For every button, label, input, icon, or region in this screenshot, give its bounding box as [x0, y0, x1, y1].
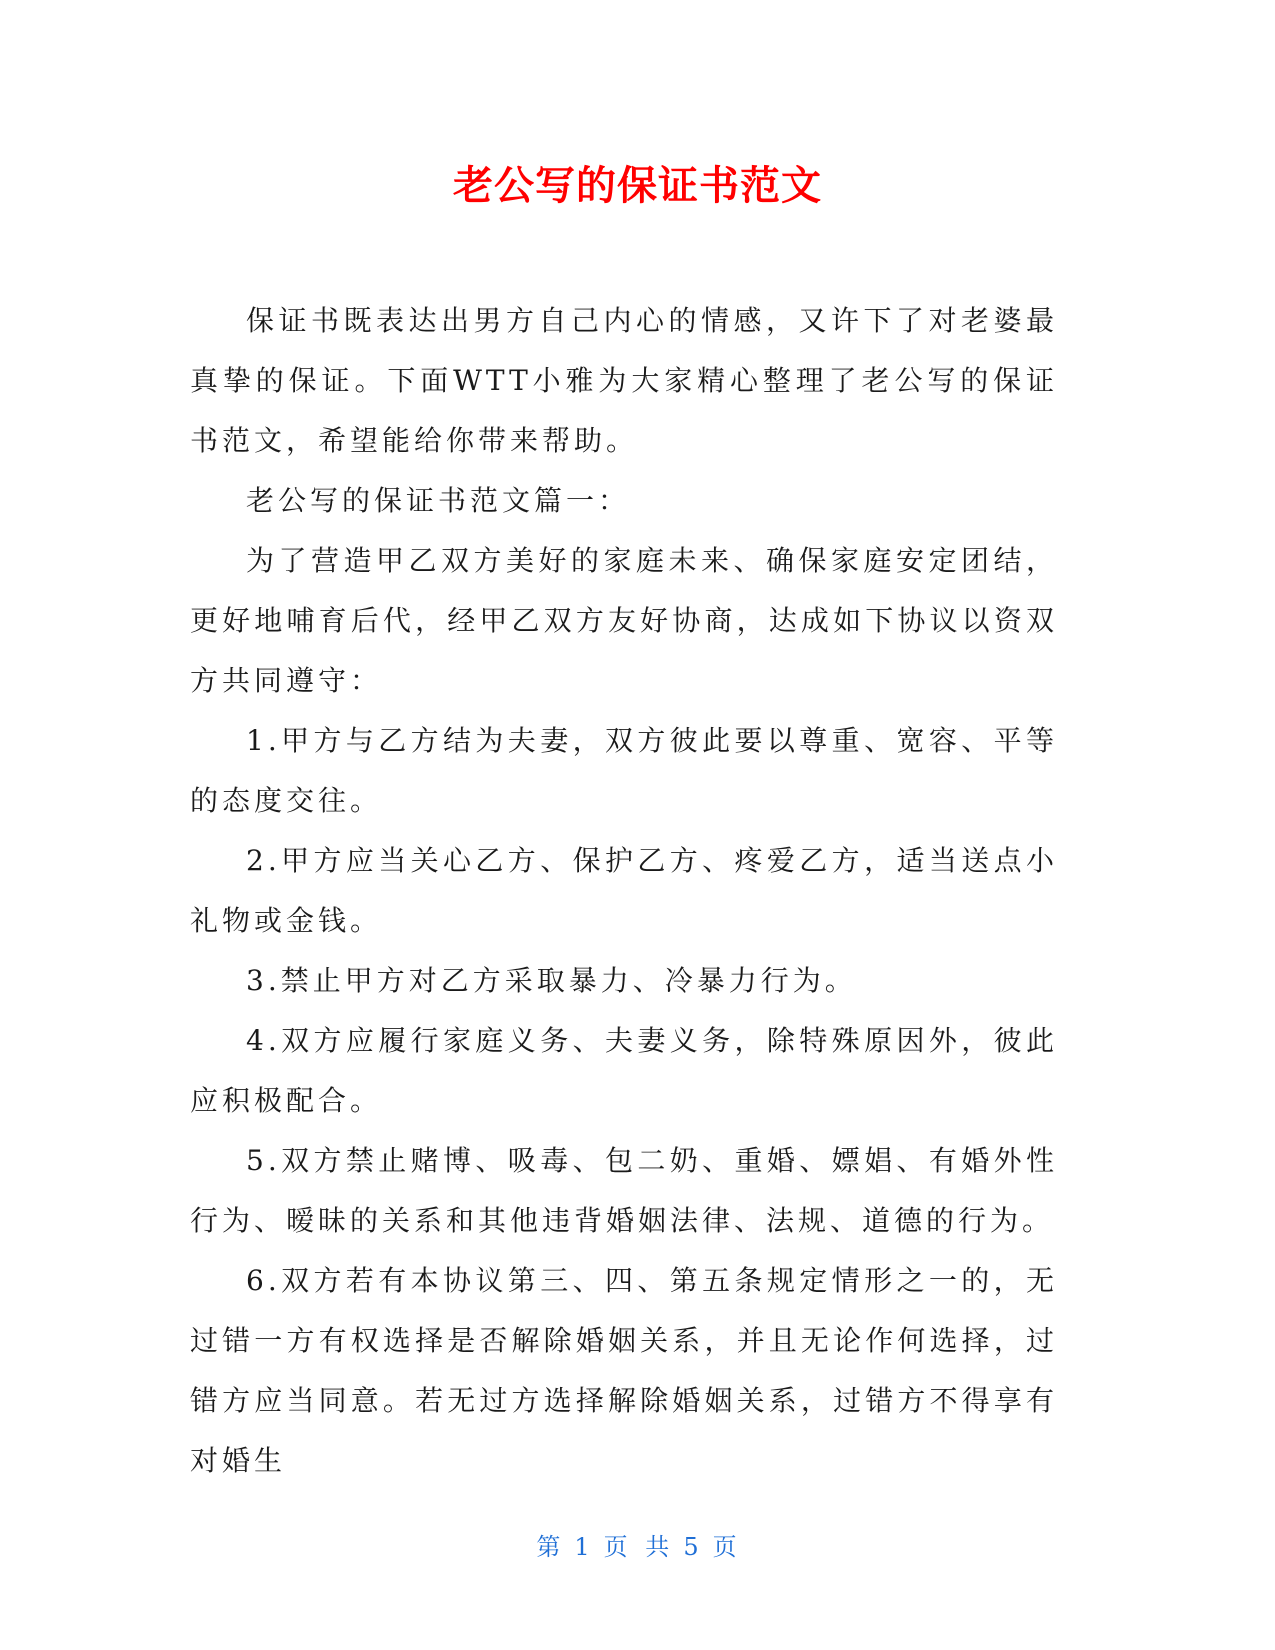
footer-prefix: 第 [536, 1533, 563, 1561]
paragraph-clause-1: 1.甲方与乙方结为夫妻，双方彼此要以尊重、宽容、平等的态度交往。 [190, 724, 1058, 817]
page-footer [0, 1532, 1275, 1562]
document-body [190, 291, 1058, 1491]
footer-suffix: 页 [712, 1533, 739, 1561]
paragraph-clause-5: 5.双方禁止赌博、吸毒、包二奶、重婚、嫖娼、有婚外性行为、暧昧的关系和其他违背婚姻法律、法规、道德的行为。 [190, 1144, 1058, 1237]
paragraph-clause-2: 2.甲方应当关心乙方、保护乙方、疼爱乙方，适当送点小礼物或金钱。 [190, 844, 1058, 937]
document-title: 老公写的保证书范文 [453, 163, 822, 209]
paragraph-section-heading: 老公写的保证书范文篇一： [246, 484, 631, 517]
footer-middle: 页 共 [603, 1533, 672, 1561]
paragraph-intro: 保证书既表达出男方自己内心的情感，又许下了对老婆最真挚的保证。下面WTT小雅为大家精心整理了老公写的保证书范文，希望能给你带来帮助。 [190, 304, 1058, 457]
paragraph-clause-4: 4.双方应履行家庭义务、夫妻义务，除特殊原因外，彼此应积极配合。 [190, 1024, 1058, 1117]
paragraph-clause-6: 6.双方若有本协议第三、四、第五条规定情形之一的，无过错一方有权选择是否解除婚姻关系，并且无论作何选择，过错方应当同意。若无过方选择解除婚姻关系，过错方不得享有对婚生 [190, 1264, 1058, 1477]
footer-total-pages: 5 [683, 1533, 701, 1561]
paragraph-preamble: 为了营造甲乙双方美好的家庭未来、确保家庭安定团结，更好地哺育后代，经甲乙双方友好协商，达成如下协议以资双方共同遵守： [190, 544, 1058, 697]
footer-page-number: 1 [574, 1533, 592, 1561]
paragraph-clause-3: 3.禁止甲方对乙方采取暴力、冷暴力行为。 [246, 964, 857, 997]
